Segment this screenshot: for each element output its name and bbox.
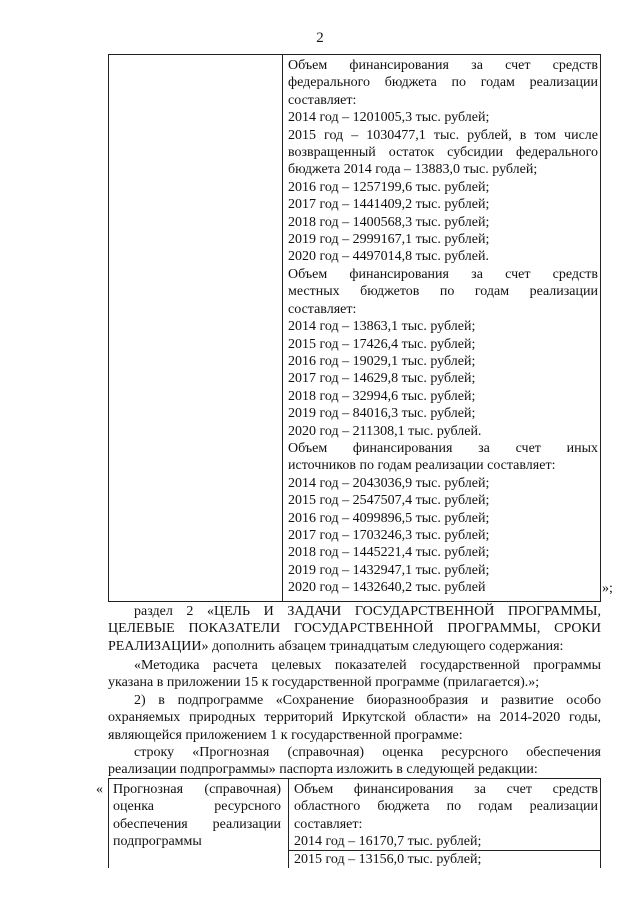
text-line: указана в приложении 15 к государственной программе (прилагается).»; (108, 675, 540, 691)
text-line: 2017 год – 1703246,3 тыс. рублей; (288, 527, 490, 543)
subprogram-paragraph (108, 692, 601, 744)
text-line: 2019 год – 84016,3 тыс. рублей; (288, 406, 476, 422)
text-line: составляет: (288, 92, 357, 108)
text-line: 2015 год – 17426,4 тыс. рублей; (288, 336, 476, 352)
text-line: 2018 год – 1400568,3 тыс. рублей; (288, 214, 490, 230)
text-line: 2019 год – 1432947,1 тыс. рублей; (288, 562, 490, 578)
text-line: 2018 год – 32994,6 тыс. рублей; (288, 388, 476, 404)
row-paragraph (108, 744, 601, 779)
text-line: 2020 год – 211308,1 тыс. рублей. (288, 423, 482, 439)
text-line: местных бюджетов по годам реализации (288, 284, 598, 300)
text-line: источников по годам реализации составляет: (288, 458, 556, 474)
column-divider (288, 779, 289, 868)
text-line: подпрограммы (113, 834, 202, 850)
text-line: РЕАЛИЗАЦИИ» дополнить абзацем тринадцатым следующего содержания: (108, 638, 564, 654)
text-line: бюджета 2014 года – 13883,0 тыс. рублей; (288, 162, 538, 178)
text-line: федерального бюджета по годам реализации (288, 75, 598, 91)
text-line: 2014 год – 16170,7 тыс. рублей; (294, 834, 482, 850)
text-line: ЦЕЛЕВЫЕ ПОКАЗАТЕЛИ ГОСУДАРСТВЕННОЙ ПРОГРАММЫ, СРОКИ (108, 621, 601, 637)
quote-paragraph (108, 657, 601, 692)
text-line: составляет: (288, 301, 357, 317)
section-paragraph (108, 603, 601, 655)
text-line: 2) в подпрограмме «Сохранение биоразнообразия и развитие особо (134, 693, 601, 708)
text-line: 2015 год – 2547507,4 тыс. рублей; (288, 493, 490, 509)
text-line: возвращенный остаток субсидии федерального (288, 145, 598, 161)
text-line: 2014 год – 13863,1 тыс. рублей; (288, 319, 476, 335)
text-line: составляет: (294, 816, 363, 832)
text-line: 2019 год – 2999167,1 тыс. рублей; (288, 232, 490, 248)
text-line: Прогнозная (справочная) (113, 782, 281, 797)
text-line: 2016 год – 19029,1 тыс. рублей; (288, 353, 476, 369)
text-line: 2015 год – 13156,0 тыс. рублей; (294, 851, 482, 867)
text-line: оценка ресурсного (113, 799, 281, 815)
text-line: 2015 год – 1030477,1 тыс. рублей, в том числе (288, 127, 598, 143)
text-line: Объем финансирования за счет средств (294, 782, 598, 797)
row-separator (288, 850, 600, 851)
text-line: являющейся приложением 1 к государственной программе: (108, 727, 463, 743)
text-line: 2014 год – 2043036,9 тыс. рублей; (288, 475, 490, 491)
text-line: 2017 год – 14629,8 тыс. рублей; (288, 371, 476, 387)
financing-cell (288, 57, 598, 597)
passport-table (108, 778, 601, 868)
row-value-cell (294, 781, 598, 868)
text-line: Объем финансирования за счет средств (288, 266, 598, 282)
text-line: 2017 год – 1441409,2 тыс. рублей; (288, 197, 490, 213)
financing-table (108, 54, 601, 602)
column-divider (282, 55, 283, 601)
text-line: 2020 год – 4497014,8 тыс. рублей. (288, 249, 489, 265)
text-line: 2018 год – 1445221,4 тыс. рублей; (288, 545, 490, 561)
text-line: 2016 год – 1257199,6 тыс. рублей; (288, 179, 490, 195)
text-line: Объем финансирования за счет средств (288, 58, 598, 73)
text-line: реализации подпрограммы» паспорта изложить в следующей редакции: (108, 762, 538, 778)
text-line: 2016 год – 4099896,5 тыс. рублей; (288, 510, 490, 526)
text-line: охраняемых природных территорий Иркутской области» на 2014-2020 годы, (108, 710, 601, 726)
text-line: 2014 год – 1201005,3 тыс. рублей; (288, 110, 490, 126)
page-number: 2 (316, 30, 324, 46)
text-line: раздел 2 «ЦЕЛЬ И ЗАДАЧИ ГОСУДАРСТВЕННОЙ ПРОГРАММЫ, (134, 604, 601, 619)
open-quote: « (96, 782, 103, 797)
text-line: обеспечения реализации (113, 816, 281, 832)
text-line: 2020 год – 1432640,2 тыс. рублей (288, 580, 486, 596)
text-line: строку «Прогнозная (справочная) оценка ресурсного обеспечения (134, 745, 601, 760)
closing-quote: »; (602, 581, 613, 596)
text-line: областного бюджета по годам реализации (294, 799, 598, 815)
text-line: Объем финансирования за счет иных (288, 440, 598, 456)
row-title-cell (113, 781, 281, 851)
text-line: «Методика расчета целевых показателей государственной программы (134, 658, 601, 673)
